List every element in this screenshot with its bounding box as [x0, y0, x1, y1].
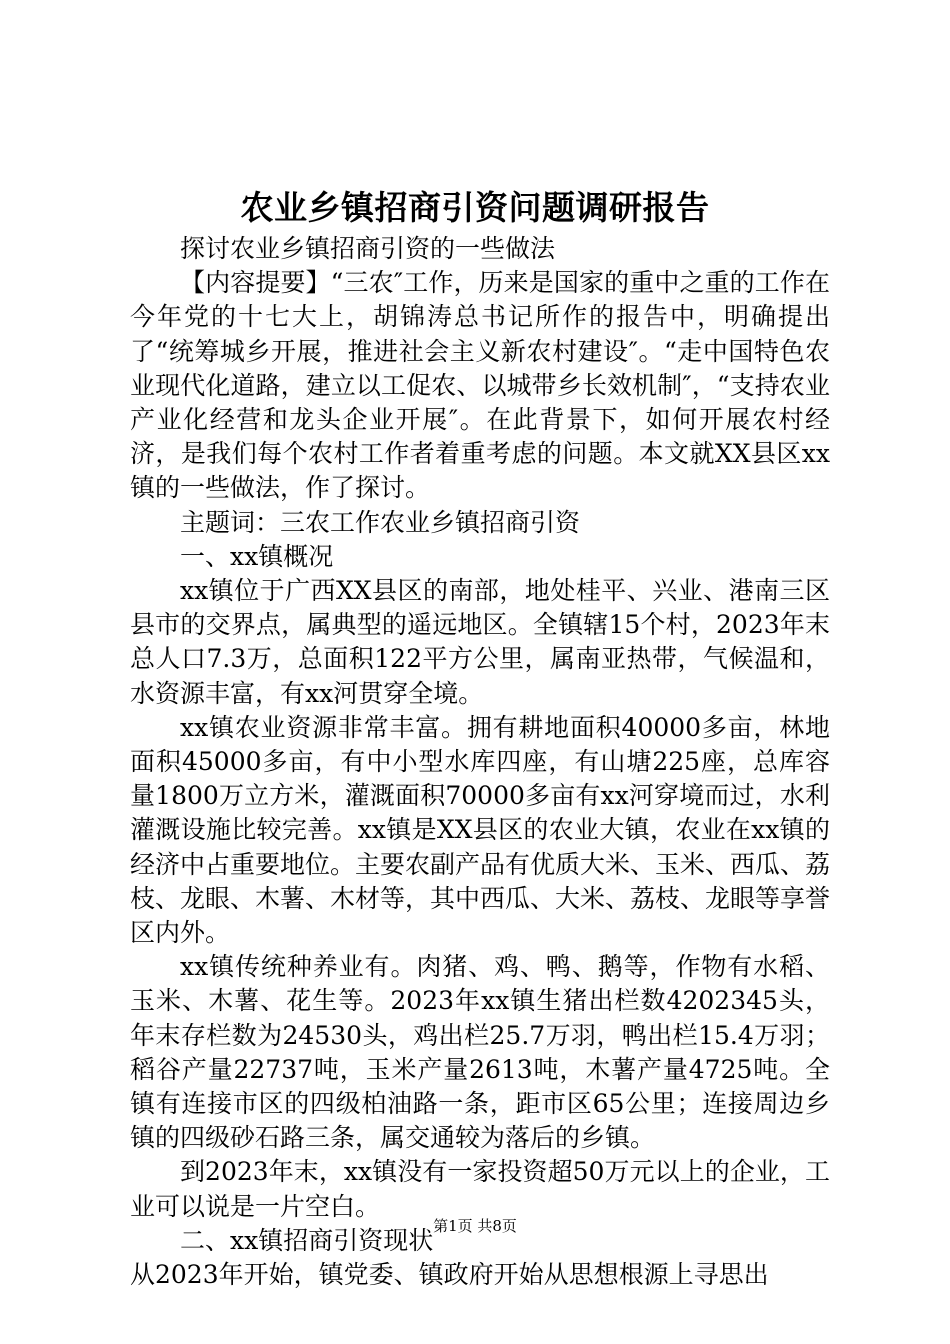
- paragraph-industry: 到2023年末，xx镇没有一家投资超50万元以上的企业，工业可以说是一片空白。: [130, 1157, 830, 1221]
- document-title: 农业乡镇招商引资问题调研报告: [240, 188, 710, 227]
- paragraph-farming: xx镇传统种养业有。肉猪、鸡、鸭、鹅等，作物有水稻、玉米、木薯、花生等。2023年xx镇生猪出栏数4202345头，年末存栏数为24530头，鸡出栏25.7万羽，鸭出栏15.4万羽；稻谷产量22737吨，玉米产量2613吨，木薯产量4725吨。全镇有连接市区的四级柏油路一条，距市区65公里；连接周边乡镇的四级砂石路三条，属交通较为落后的乡镇。: [130, 952, 830, 1153]
- paragraph-subtitle: 探讨农业乡镇招商引资的一些做法: [180, 234, 556, 263]
- paragraph-keywords: 主题词：三农工作农业乡镇招商引资: [180, 507, 581, 537]
- paragraph-abstract: 【内容提要】“三农″工作，历来是国家的重中之重的工作在今年党的十七大上，胡锦涛总书记所作的报告中，明确提出了“统筹城乡开展，推进社会主义新农村建设″。“走中国特色农业现代化道路，建立以工促农、以城带乡长效机制″，“支持农业产业化经营和龙头企业开展″。在此背景下，如何开展农村经济，是我们每个农村工作者着重考虑的问题。本文就XX县区xx镇的一些做法，作了探讨。: [130, 268, 830, 503]
- paragraph-investment-status: 从2023年开始，镇党委、镇政府开始从思想根源上寻思出: [130, 1260, 769, 1290]
- page-number: 第1页 共8页: [433, 1217, 517, 1235]
- paragraph-overview: xx镇位于广西XX县区的南部，地处桂平、兴业、港南三区县市的交界点，属典型的遥远地区。全镇辖15个村，2023年末总人口7.3万，总面积122平方公里，属南亚热带，气候温和，水资源丰富，有xx河贯穿全境。: [130, 576, 830, 708]
- document-body: [130, 232, 830, 1292]
- section-heading-1: 一、xx镇概况: [180, 541, 334, 571]
- paragraph-agriculture-resources: xx镇农业资源非常丰富。拥有耕地面积40000多亩，林地面积45000多亩，有中小型水库四座，有山塘225座，总库容量1800万立方米，灌溉面积70000多亩有xx河穿境而过，水利灌溉设施比较完善。xx镇是XX县区的农业大镇，农业在xx镇的经济中占重要地位。主要农副产品有优质大米、玉米、西瓜、荔枝、龙眼、木薯、木材等，其中西瓜、大米、荔枝、龙眼等享誉区内外。: [130, 712, 831, 948]
- section-heading-2: 二、xx镇招商引资现状: [180, 1225, 434, 1255]
